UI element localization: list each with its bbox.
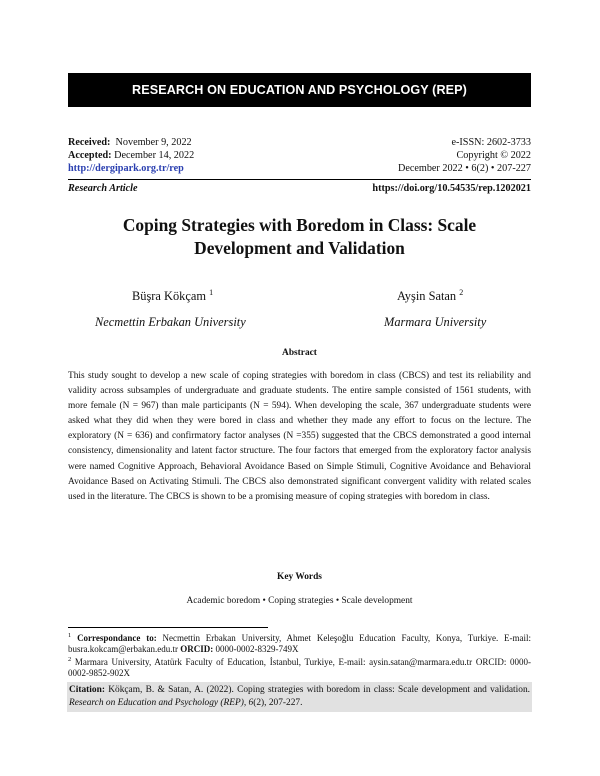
divider xyxy=(68,179,531,180)
journal-banner: RESEARCH ON EDUCATION AND PSYCHOLOGY (REP) xyxy=(68,73,531,107)
copyright: Copyright © 2022 xyxy=(456,149,531,161)
accepted-date: December 14, 2022 xyxy=(114,149,195,161)
footnote-1-sup: 1 xyxy=(68,632,72,639)
abstract-heading: Abstract xyxy=(282,348,317,358)
keywords-list: Academic boredom • Coping strategies • Scale development xyxy=(186,596,413,606)
author-2 xyxy=(397,288,463,304)
orcid-label: ORCID: xyxy=(180,644,214,655)
citation-journal: Research on Education and Psychology (REP), 6 xyxy=(69,698,254,709)
title-line-1: Coping Strategies with Boredom in Class: Scale xyxy=(122,215,477,235)
citation-pages: (2), 207-227. xyxy=(253,698,303,709)
author-2-name: Ayşin Satan xyxy=(397,289,457,304)
abstract-text: This study sought to develop a new scale of coping strategies with boredom in class (CBCS) and test its reliability and validity across subsamples of undergraduate and graduate students. The entire sample consisted of 1561 students, with more female (N = 967) than male participants (N = 594). When developing the scale, 367 undergraduate students were asked what they did when they were bored in class and whether they made any effort to focus on the lecture. The exploratory (N = 636) and confirmatory factor analyses (N =355) suggested that the CBCS demonstrated a good internal consistency, dimensionality and latent factor structure. The four factors that emerged from the exploratory factor analysis were named Cognitive Approach, Behavioral Avoidance Based on Simple Stimuli, Cognitive Avoidance and Behavioral Avoidance Based on Activating Stimuli. The CBCS also demonstrated significant convergent validity with related scales used in the literature. The CBCS is shown to be a promising measure of coping strategies with boredom in class. xyxy=(68,371,531,502)
footnote-1-text: Necmettin Erbakan University, Ahmet Keleşoğlu Education Faculty, Konya, Turkiye. E-mail: busra.kokcam@erbakan.edu.tr xyxy=(68,633,532,655)
footnote-1-label: Correspondance to: xyxy=(77,633,157,643)
author-2-sup: 2 xyxy=(459,288,464,297)
article-type: Research Article xyxy=(68,183,138,194)
issn-block xyxy=(398,137,531,175)
author-1 xyxy=(132,288,213,304)
footnote-2 xyxy=(68,654,531,679)
journal-url-link[interactable]: http://dergipark.org.tr/rep xyxy=(68,162,184,174)
citation-box xyxy=(67,682,532,712)
citation-label: Citation: xyxy=(69,685,105,695)
citation-text: Kökçam, B. & Satan, A. (2022). Coping strategies with boredom in class: Scale development and validation. xyxy=(104,685,530,695)
accepted-label: Accepted: xyxy=(68,149,112,161)
keywords-heading: Key Words xyxy=(277,572,322,582)
footnote-2-sup: 2 xyxy=(68,656,72,663)
footnote-1 xyxy=(68,630,531,655)
doi-link[interactable]: https://doi.org/10.54535/rep.1202021 xyxy=(372,183,531,194)
received-date: November 9, 2022 xyxy=(115,137,192,148)
orcid-1: 0000-0002-8329-749X xyxy=(213,644,299,655)
footnote-rule xyxy=(68,627,268,628)
author-1-affiliation: Necmettin Erbakan University xyxy=(95,315,246,329)
author-2-affiliation: Marmara University xyxy=(384,315,487,329)
author-1-sup: 1 xyxy=(209,288,214,297)
title-line-2: Development and Validation xyxy=(194,238,405,258)
received-label: Received: xyxy=(68,137,111,148)
article-dates xyxy=(68,137,194,175)
issue-info: December 2022 • 6(2) • 207-227 xyxy=(397,162,531,174)
article-title xyxy=(68,214,531,260)
author-1-name: Büşra Kökçam xyxy=(132,289,206,304)
footnote-2-text: Marmara University, Atatürk Faculty of Education, İstanbul, Turkiye, E-mail: aysin.satan@marmara.edu.tr ORCID: 0000-0002-9852-902X xyxy=(68,657,531,679)
eissn: e-ISSN: 2602-3733 xyxy=(451,137,531,148)
